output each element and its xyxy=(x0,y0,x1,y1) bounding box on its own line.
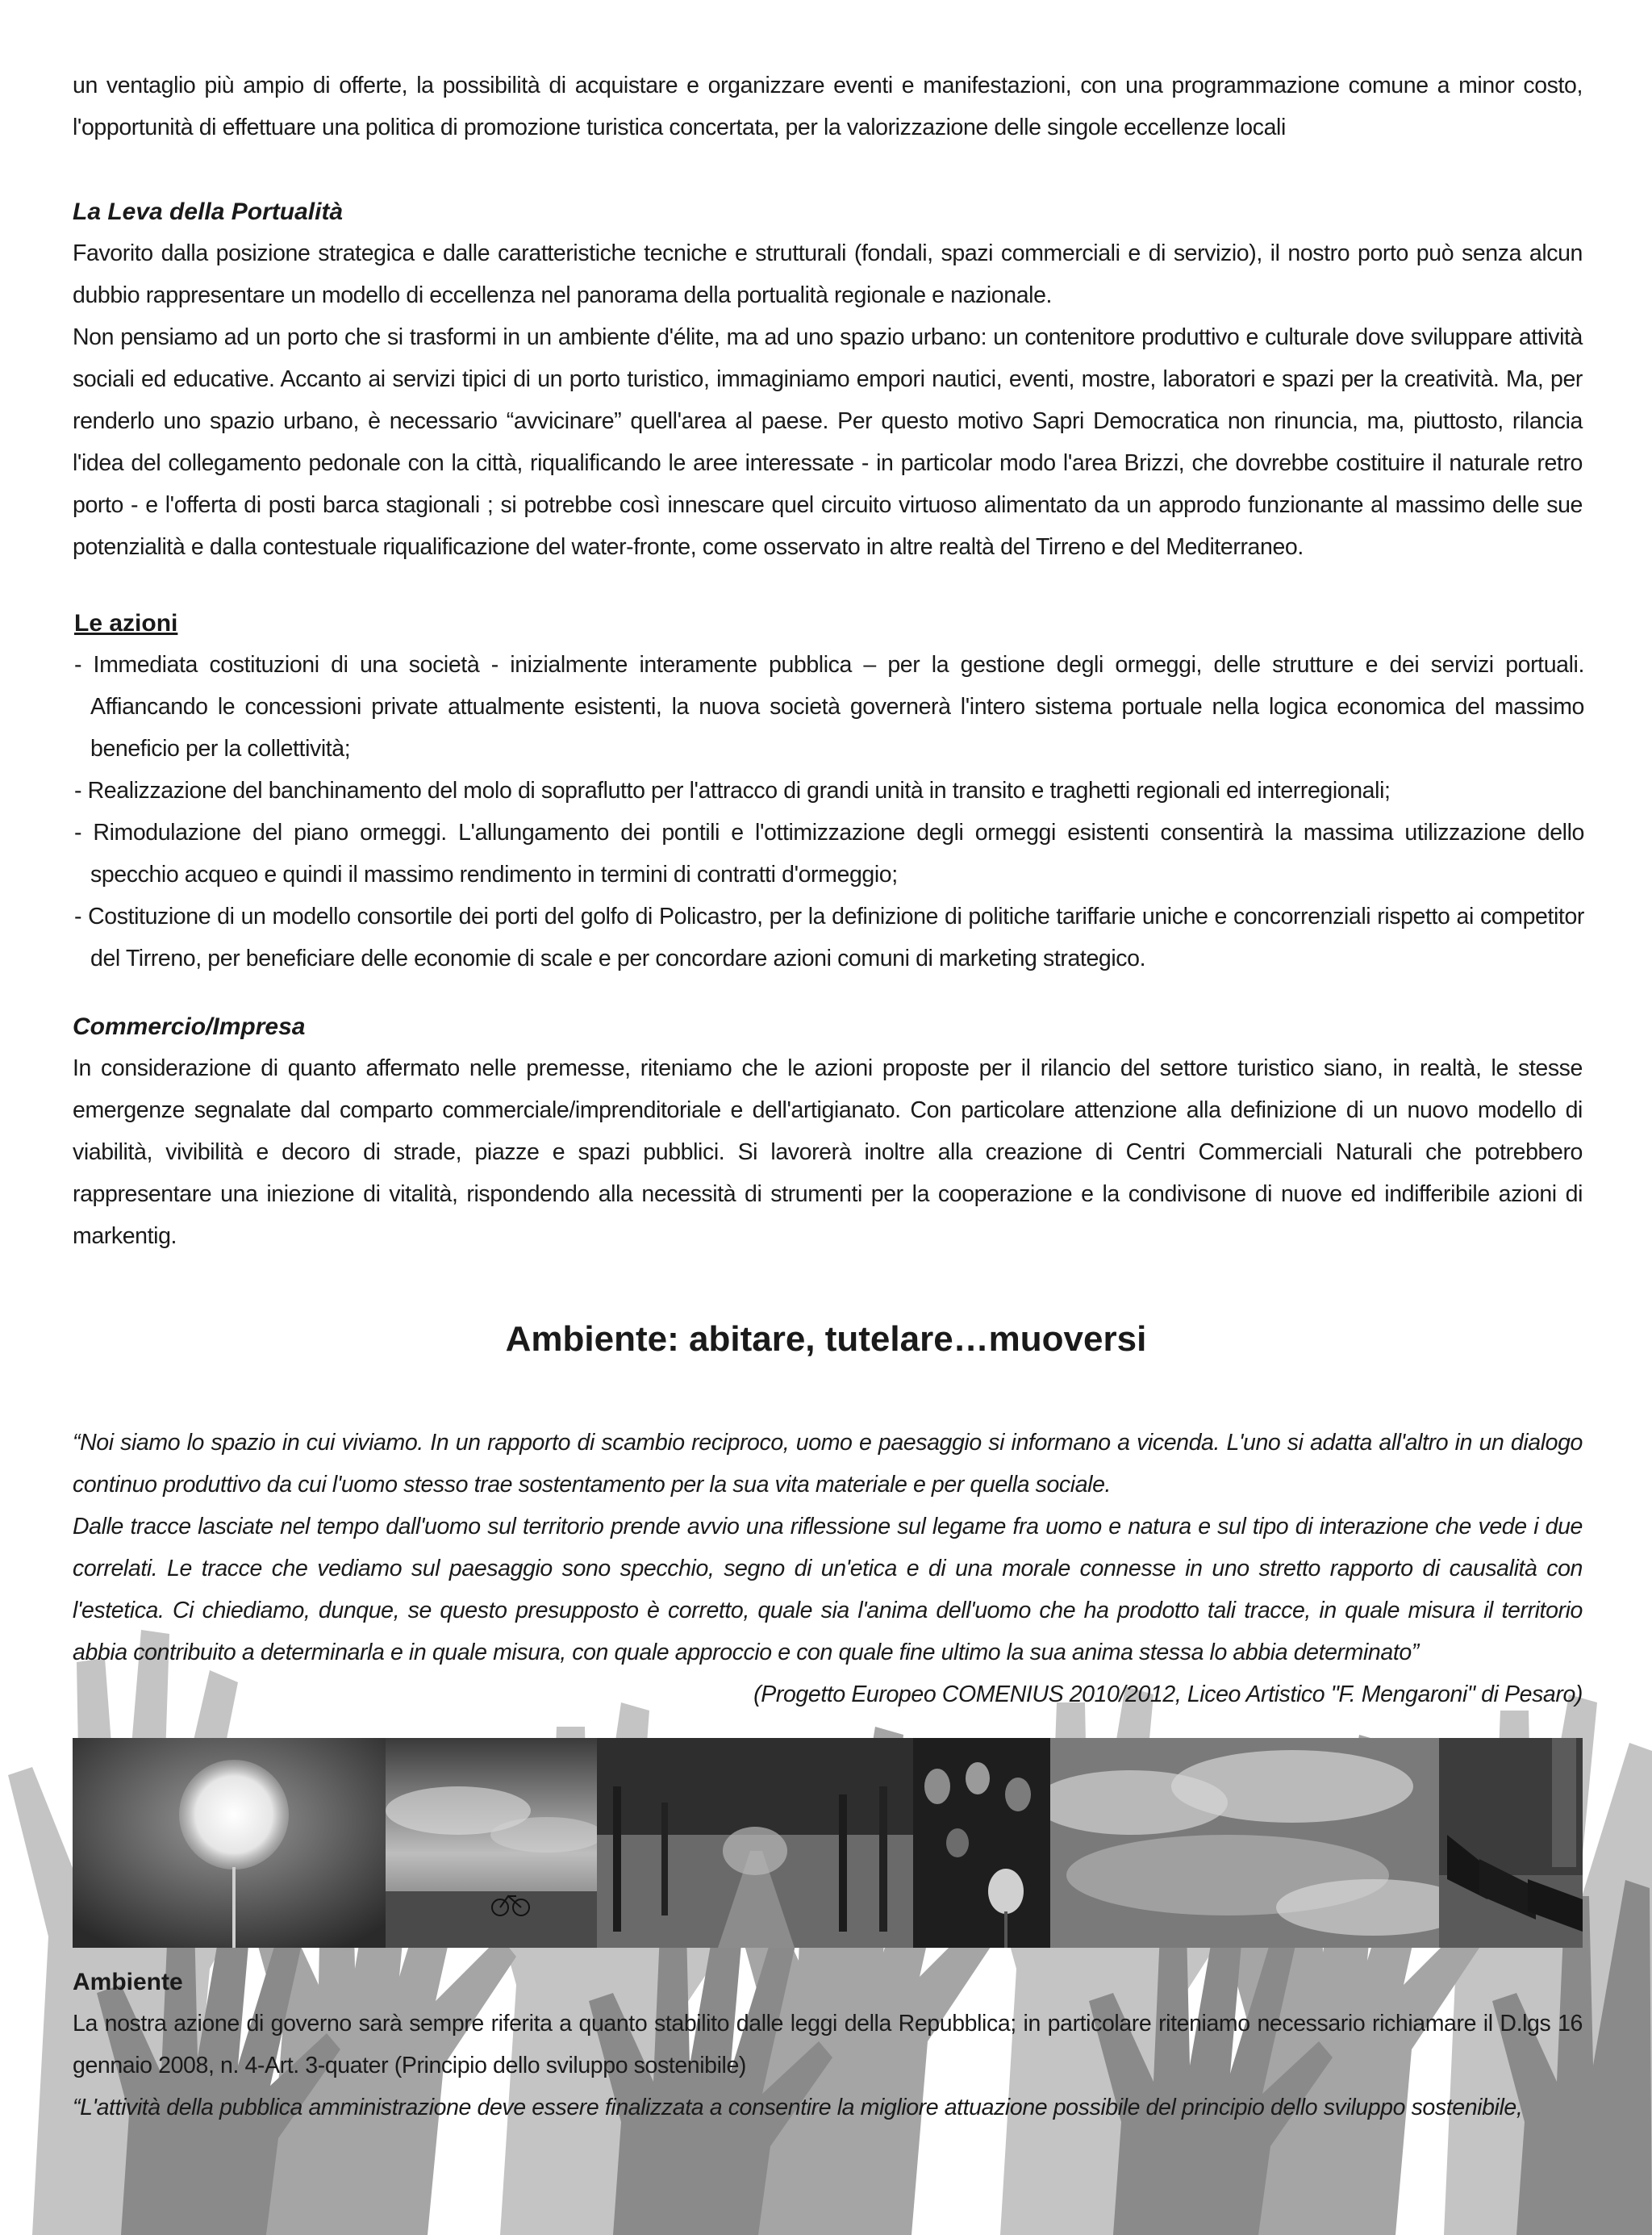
azioni-heading: Le azioni xyxy=(74,610,178,637)
intro-paragraph: un ventaglio più ampio di offerte, la possibilità di acquistare e organizzare eventi e manifestazioni, con una programmazione comune a minor costo, l'opportunità di effettuare una politica di promozione turistica concertata, per la valorizzazione delle singole eccellenze locali xyxy=(73,73,1583,140)
azioni-item: - Rimodulazione del piano ormeggi. L'allungamento dei pontili e l'ottimizzazione degli ormeggi esistenti consentirà la massima utilizzazione dello specchio acqueo e quindi il massimo rendimento in termini di contratti d'ormeggio; xyxy=(74,820,1584,888)
ambiente-section-title: Ambiente: abitare, tutelare…muoversi xyxy=(505,1319,1147,1359)
park-bench-photo xyxy=(1439,1738,1583,1948)
clouds-photo xyxy=(1050,1738,1439,1948)
azioni-section xyxy=(74,604,1584,980)
commercio-heading: Commercio/Impresa xyxy=(73,1013,306,1040)
ambiente-heading: Ambiente xyxy=(73,1969,183,1995)
azioni-item: - Realizzazione del banchinamento del molo di sopraflutto per l'attracco di grandi unità in transito e traghetti regionali ed interregionali; xyxy=(74,778,1391,804)
portualita-paragraph-2: Non pensiamo ad un porto che si trasformi in un ambiente d'élite, ma ad uno spazio urbano: un contenitore produttivo e culturale dove sviluppare attività sociali ed educative. Accanto ai servizi tipici di un porto turistico, immaginiamo empori nautici, eventi, mostre, laboratori e spazi per la creatività. Ma, per renderlo uno spazio urbano, è necessario “avvicinare” quell'area al paese. Per questo motivo Sapri Democratica non rinuncia, ma, piuttosto, rilancia l'idea del collegamento pedonale con la città, riqualificando le aree interessate - in particolar modo l'area Brizzi, che dovrebbe costituire il naturale retro porto - e l'offerta di posti barca stagionali ; si potrebbe così innescare quel circuito virtuoso alimentato da un approdo funzionante al massimo delle sue potenzialità e dalla contestuale riqualificazione del water-fronte, come osservato in altre realtà del Tirreno e del Mediterraneo. xyxy=(73,324,1583,560)
ambiente-paragraph-2: “L'attività della pubblica amministrazione deve essere finalizzata a consentire la migliore attuazione possibile del principio dello sviluppo sostenibile, xyxy=(73,2095,1523,2120)
bicycle-field-photo xyxy=(386,1738,597,1948)
ambiente-subsection xyxy=(73,1962,1583,2128)
commercio-section xyxy=(73,1007,1583,1257)
ambiente-paragraph-1: La nostra azione di governo sarà sempre riferita a quanto stabilito dalle leggi della Repubblica; in particolare riteniamo necessario richiamare il D.lgs 16 gennaio 2008, n. 4-Art. 3-quater (Principio dello sviluppo sostenibile) xyxy=(73,2011,1583,2078)
intro-section xyxy=(73,65,1583,148)
portualita-heading: La Leva della Portualità xyxy=(73,198,344,225)
portualita-paragraph-1: Favorito dalla posizione strategica e dalle caratteristiche tecniche e strutturali (fondali, spazi commerciali e di servizio), il nostro porto può senza alcun dubbio rappresentare un modello di eccellenza nel panorama della portualità regionale e nazionale. xyxy=(73,240,1583,308)
dandelion-photo xyxy=(73,1738,386,1948)
tulips-photo xyxy=(913,1738,1050,1948)
quote-paragraph-1: “Noi siamo lo spazio in cui viviamo. In un rapporto di scambio reciproco, uomo e paesaggio si informano a vicenda. L'uno si adatta all'altro in un dialogo continuo produttivo da cui l'uomo stesso trae sostentamento per la sua vita materiale e per quella sociale. xyxy=(73,1430,1583,1498)
commercio-paragraph: In considerazione di quanto affermato nelle premesse, riteniamo che le azioni proposte per il rilancio del settore turistico siano, in realtà, le stesse emergenze segnalate dal comparto commerciale/imprenditoriale e dell'artigianato. Con particolare attenzione alla definizione di un nuovo modello di viabilità, vivibilità e decoro di strade, piazze e spazi pubblici. Si lavorerà inoltre alla creazione di Centri Commerciali Naturali che potrebbero rappresentare una iniezione di vitalità, rispondendo alla necessità di strumenti per la cooperazione e la condivisone di nuove ed indifferibile azioni di markentig. xyxy=(73,1055,1583,1249)
quote-citation: (Progetto Europeo COMENIUS 2010/2012, Liceo Artistico "F. Mengaroni" di Pesaro) xyxy=(753,1681,1583,1707)
azioni-item: - Immediata costituzioni di una società - inizialmente interamente pubblica – per la gestione degli ormeggi, delle strutture e dei servizi portuali. Affiancando le concessioni private attualmente esistenti, la nuova società governerà l'intero sistema portuale nella logica economica del massimo beneficio per la collettività; xyxy=(74,652,1584,762)
portualita-section xyxy=(73,192,1583,568)
azioni-item: - Costituzione di un modello consortile dei porti del golfo di Policastro, per la definizione di politiche tariffarie uniche e concorrenziali rispetto ai competitor del Tirreno, per beneficiare delle economie di scale e per concordare azioni comuni di marketing strategico. xyxy=(74,904,1584,971)
tree-avenue-photo xyxy=(597,1738,913,1948)
photo-strip xyxy=(73,1738,1583,1948)
comenius-quote xyxy=(73,1422,1583,1715)
quote-paragraph-2: Dalle tracce lasciate nel tempo dall'uomo sul territorio prende avvio una riflessione sul legame fra uomo e natura e sul tipo di interazione che vede i due correlati. Le tracce che vediamo sul paesaggio sono specchio, segno di un'etica e di una morale connesse in uno stretto rapporto di causalità con l'estetica. Ci chiediamo, dunque, se questo presupposto è corretto, quale sia l'anima dell'uomo che ha prodotto tali tracce, in quale misura il territorio abbia contribuito a determinarla e in quale misura, con quale approccio e con quale fine ultimo la sua anima stessa lo abbia determinato” xyxy=(73,1514,1583,1665)
